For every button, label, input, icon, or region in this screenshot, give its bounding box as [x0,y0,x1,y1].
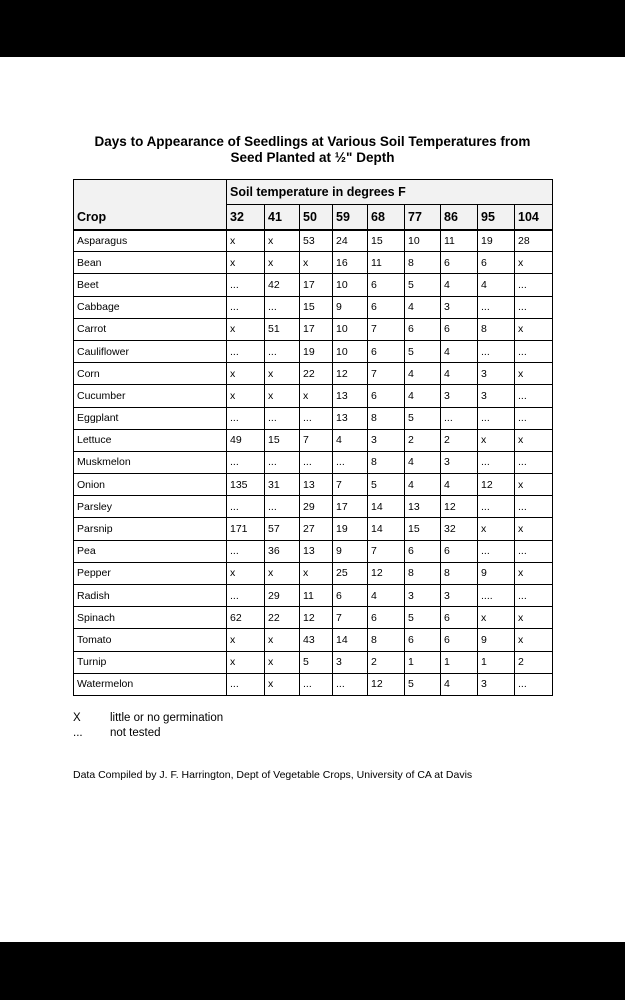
days-value-cell: 14 [368,518,405,540]
table-row [74,518,553,540]
days-value-cell: 6 [441,607,478,629]
crop-name-cell: Pepper [74,562,227,584]
days-value-cell: ... [265,296,300,318]
table-row [74,496,553,518]
days-value-cell: ... [227,451,265,473]
days-value-cell: 57 [265,518,300,540]
days-value-cell: 4 [405,363,441,385]
days-value-cell: 29 [300,496,333,518]
days-value-cell: x [515,607,553,629]
days-value-cell: 9 [478,562,515,584]
days-value-cell: x [300,562,333,584]
temperature-header-59: 59 [333,205,368,230]
days-value-cell: ... [515,407,553,429]
days-value-cell: x [300,385,333,407]
days-value-cell: 13 [405,496,441,518]
days-value-cell: 5 [405,340,441,362]
days-value-cell: 22 [265,607,300,629]
days-value-cell: x [265,673,300,695]
crop-name-cell: Watermelon [74,673,227,695]
days-value-cell: ... [265,407,300,429]
crop-name-cell: Lettuce [74,429,227,451]
crop-name-cell: Cauliflower [74,340,227,362]
days-value-cell: 10 [333,340,368,362]
days-value-cell: .... [478,585,515,607]
days-value-cell: 15 [265,429,300,451]
days-value-cell: x [515,518,553,540]
days-value-cell: x [227,651,265,673]
days-value-cell: ... [515,296,553,318]
days-value-cell: 6 [441,252,478,274]
days-value-cell: 11 [300,585,333,607]
soil-temperature-header: Soil temperature in degrees F [227,180,553,205]
table-row [74,363,553,385]
days-value-cell: 13 [300,474,333,496]
days-value-cell: 6 [368,274,405,296]
days-value-cell: 11 [441,230,478,252]
days-value-cell: 15 [405,518,441,540]
days-value-cell: 8 [405,562,441,584]
days-value-cell: 5 [368,474,405,496]
days-value-cell: 15 [368,230,405,252]
crop-name-cell: Cucumber [74,385,227,407]
crop-name-cell: Turnip [74,651,227,673]
days-value-cell: x [265,230,300,252]
days-value-cell: 10 [333,318,368,340]
table-row [74,629,553,651]
days-value-cell: x [515,474,553,496]
table-row [74,585,553,607]
days-value-cell: x [227,230,265,252]
days-value-cell: 7 [368,540,405,562]
days-value-cell: x [227,363,265,385]
days-value-cell: 12 [300,607,333,629]
days-value-cell: x [265,363,300,385]
days-value-cell: 5 [405,673,441,695]
days-value-cell: 6 [405,629,441,651]
days-value-cell: 5 [300,651,333,673]
days-value-cell: 13 [333,385,368,407]
days-value-cell: ... [265,496,300,518]
table-row [74,296,553,318]
days-value-cell: x [515,429,553,451]
days-value-cell: ... [227,585,265,607]
days-value-cell: 49 [227,429,265,451]
days-value-cell: 4 [405,296,441,318]
days-value-cell: 8 [368,451,405,473]
days-value-cell: 32 [441,518,478,540]
days-value-cell: 6 [405,540,441,562]
days-value-cell: 25 [333,562,368,584]
legend [73,711,223,741]
table-row [74,451,553,473]
days-value-cell: ... [227,496,265,518]
days-value-cell: 6 [368,385,405,407]
days-value-cell: 3 [441,585,478,607]
days-value-cell: 42 [265,274,300,296]
temperature-header-77: 77 [405,205,441,230]
days-value-cell: ... [478,340,515,362]
days-value-cell: 3 [478,673,515,695]
days-value-cell: 6 [405,318,441,340]
days-value-cell: 4 [478,274,515,296]
days-value-cell: 12 [478,474,515,496]
legend-item [73,711,223,726]
temperature-header-50: 50 [300,205,333,230]
days-value-cell: 14 [333,629,368,651]
days-value-cell: 12 [333,363,368,385]
days-value-cell: 2 [515,651,553,673]
days-value-cell: ... [265,451,300,473]
days-value-cell: 6 [368,607,405,629]
days-value-cell: x [265,385,300,407]
days-value-cell: 27 [300,518,333,540]
table-row [74,274,553,296]
days-value-cell: x [515,562,553,584]
days-value-cell: 28 [515,230,553,252]
days-value-cell: 14 [368,496,405,518]
days-value-cell: 6 [368,340,405,362]
table-row [74,607,553,629]
days-value-cell: ... [227,274,265,296]
days-value-cell: ... [227,540,265,562]
germination-table [73,179,553,696]
days-value-cell: 2 [368,651,405,673]
days-value-cell: 4 [441,673,478,695]
days-value-cell: ... [300,673,333,695]
days-value-cell: 19 [478,230,515,252]
days-value-cell: 4 [405,474,441,496]
days-value-cell: ... [515,673,553,695]
days-value-cell: x [515,252,553,274]
days-value-cell: 6 [441,540,478,562]
days-value-cell: x [227,252,265,274]
crop-column-header: Crop [74,205,227,230]
days-value-cell: 12 [368,562,405,584]
days-value-cell: x [227,385,265,407]
days-value-cell: 13 [333,407,368,429]
days-value-cell: ... [265,340,300,362]
days-value-cell: 7 [368,363,405,385]
days-value-cell: 17 [300,318,333,340]
crop-name-cell: Pea [74,540,227,562]
days-value-cell: 3 [441,385,478,407]
days-value-cell: ... [478,451,515,473]
days-value-cell: 4 [333,429,368,451]
days-value-cell: 1 [405,651,441,673]
days-value-cell: 24 [333,230,368,252]
title-line-2: Seed Planted at ½" Depth [230,150,395,165]
days-value-cell: 5 [405,407,441,429]
days-value-cell: 4 [368,585,405,607]
temperature-header-95: 95 [478,205,515,230]
days-value-cell: 15 [300,296,333,318]
days-value-cell: ... [478,296,515,318]
days-value-cell: 4 [441,363,478,385]
days-value-cell: ... [515,585,553,607]
days-value-cell: 5 [405,607,441,629]
table-row [74,252,553,274]
days-value-cell: 2 [405,429,441,451]
days-value-cell: x [265,252,300,274]
days-value-cell: ... [515,540,553,562]
crop-name-cell: Parsnip [74,518,227,540]
days-value-cell: 135 [227,474,265,496]
source-credit: Data Compiled by J. F. Harrington, Dept of Vegetable Crops, University of CA at Davis [73,769,473,781]
days-value-cell: 2 [441,429,478,451]
days-value-cell: x [265,562,300,584]
days-value-cell: ... [227,673,265,695]
table-row [74,407,553,429]
days-value-cell: x [478,518,515,540]
table-row [74,230,553,252]
days-value-cell: 19 [300,340,333,362]
days-value-cell: 4 [441,474,478,496]
days-value-cell: x [515,363,553,385]
days-value-cell: 3 [441,451,478,473]
legend-meaning: little or no germination [110,712,224,724]
days-value-cell: 31 [265,474,300,496]
days-value-cell: 171 [227,518,265,540]
days-value-cell: 6 [441,629,478,651]
days-value-cell: ... [515,340,553,362]
days-value-cell: 62 [227,607,265,629]
crop-name-cell: Radish [74,585,227,607]
days-value-cell: ... [333,451,368,473]
temperature-header-41: 41 [265,205,300,230]
crop-name-cell: Eggplant [74,407,227,429]
temperature-header-32: 32 [227,205,265,230]
legend-symbol: X [73,712,81,724]
days-value-cell: x [478,429,515,451]
crop-name-cell: Muskmelon [74,451,227,473]
header-spacer-cell [74,180,227,205]
days-value-cell: 51 [265,318,300,340]
days-value-cell: 7 [300,429,333,451]
days-value-cell: x [227,562,265,584]
days-value-cell: 8 [368,407,405,429]
crop-name-cell: Carrot [74,318,227,340]
crop-name-cell: Beet [74,274,227,296]
days-value-cell: 12 [368,673,405,695]
days-value-cell: ... [515,451,553,473]
days-value-cell: 17 [333,496,368,518]
table-column-header-row [74,205,553,230]
days-value-cell: 10 [405,230,441,252]
days-value-cell: 4 [405,451,441,473]
table-row [74,540,553,562]
days-value-cell: 7 [333,474,368,496]
days-value-cell: ... [300,451,333,473]
table-row [74,318,553,340]
days-value-cell: 16 [333,252,368,274]
crop-name-cell: Onion [74,474,227,496]
crop-name-cell: Tomato [74,629,227,651]
days-value-cell: x [300,252,333,274]
crop-name-cell: Asparagus [74,230,227,252]
days-value-cell: 6 [333,585,368,607]
days-value-cell: ... [333,673,368,695]
table-row [74,340,553,362]
days-value-cell: 8 [405,252,441,274]
days-value-cell: ... [478,496,515,518]
days-value-cell: 5 [405,274,441,296]
days-value-cell: 19 [333,518,368,540]
days-value-cell: 3 [478,363,515,385]
days-value-cell: ... [515,385,553,407]
days-value-cell: ... [227,407,265,429]
days-value-cell: 4 [441,274,478,296]
days-value-cell: 1 [441,651,478,673]
days-value-cell: x [478,607,515,629]
days-value-cell: x [265,651,300,673]
days-value-cell: 11 [368,252,405,274]
table-row [74,385,553,407]
temperature-header-104: 104 [515,205,553,230]
days-value-cell: x [265,629,300,651]
days-value-cell: 6 [478,252,515,274]
days-value-cell: x [227,629,265,651]
temperature-header-68: 68 [368,205,405,230]
days-value-cell: 36 [265,540,300,562]
days-value-cell: 9 [333,296,368,318]
table-row [74,651,553,673]
days-value-cell: 17 [300,274,333,296]
days-value-cell: 13 [300,540,333,562]
days-value-cell: 12 [441,496,478,518]
days-value-cell: ... [441,407,478,429]
days-value-cell: 29 [265,585,300,607]
crop-name-cell: Corn [74,363,227,385]
days-value-cell: ... [227,340,265,362]
days-value-cell: 6 [368,296,405,318]
days-value-cell: ... [515,274,553,296]
days-value-cell: 3 [368,429,405,451]
days-value-cell: x [515,629,553,651]
days-value-cell: 4 [441,340,478,362]
days-value-cell: ... [478,407,515,429]
page-title [0,134,625,166]
days-value-cell: x [515,318,553,340]
days-value-cell: ... [515,496,553,518]
crop-name-cell: Spinach [74,607,227,629]
days-value-cell: 3 [478,385,515,407]
days-value-cell: 22 [300,363,333,385]
days-value-cell: 8 [368,629,405,651]
table-row [74,429,553,451]
table-row [74,562,553,584]
days-value-cell: 53 [300,230,333,252]
crop-name-cell: Parsley [74,496,227,518]
legend-item [73,726,223,741]
temperature-header-86: 86 [441,205,478,230]
crop-name-cell: Cabbage [74,296,227,318]
days-value-cell: 8 [441,562,478,584]
table-row [74,673,553,695]
days-value-cell: 10 [333,274,368,296]
table-row [74,474,553,496]
days-value-cell: ... [300,407,333,429]
days-value-cell: 9 [333,540,368,562]
days-value-cell: 6 [441,318,478,340]
days-value-cell: 7 [368,318,405,340]
table-group-header-row [74,180,553,205]
days-value-cell: 9 [478,629,515,651]
days-value-cell: 7 [333,607,368,629]
legend-meaning: not tested [110,727,161,739]
days-value-cell: ... [227,296,265,318]
days-value-cell: ... [478,540,515,562]
days-value-cell: 43 [300,629,333,651]
days-value-cell: 3 [405,585,441,607]
days-value-cell: x [227,318,265,340]
days-value-cell: 3 [333,651,368,673]
title-line-1: Days to Appearance of Seedlings at Various Soil Temperatures from [94,134,531,149]
days-value-cell: 4 [405,385,441,407]
days-value-cell: 1 [478,651,515,673]
days-value-cell: 8 [478,318,515,340]
legend-symbol: ... [73,727,83,739]
document-page [0,57,625,942]
days-value-cell: 3 [441,296,478,318]
crop-name-cell: Bean [74,252,227,274]
